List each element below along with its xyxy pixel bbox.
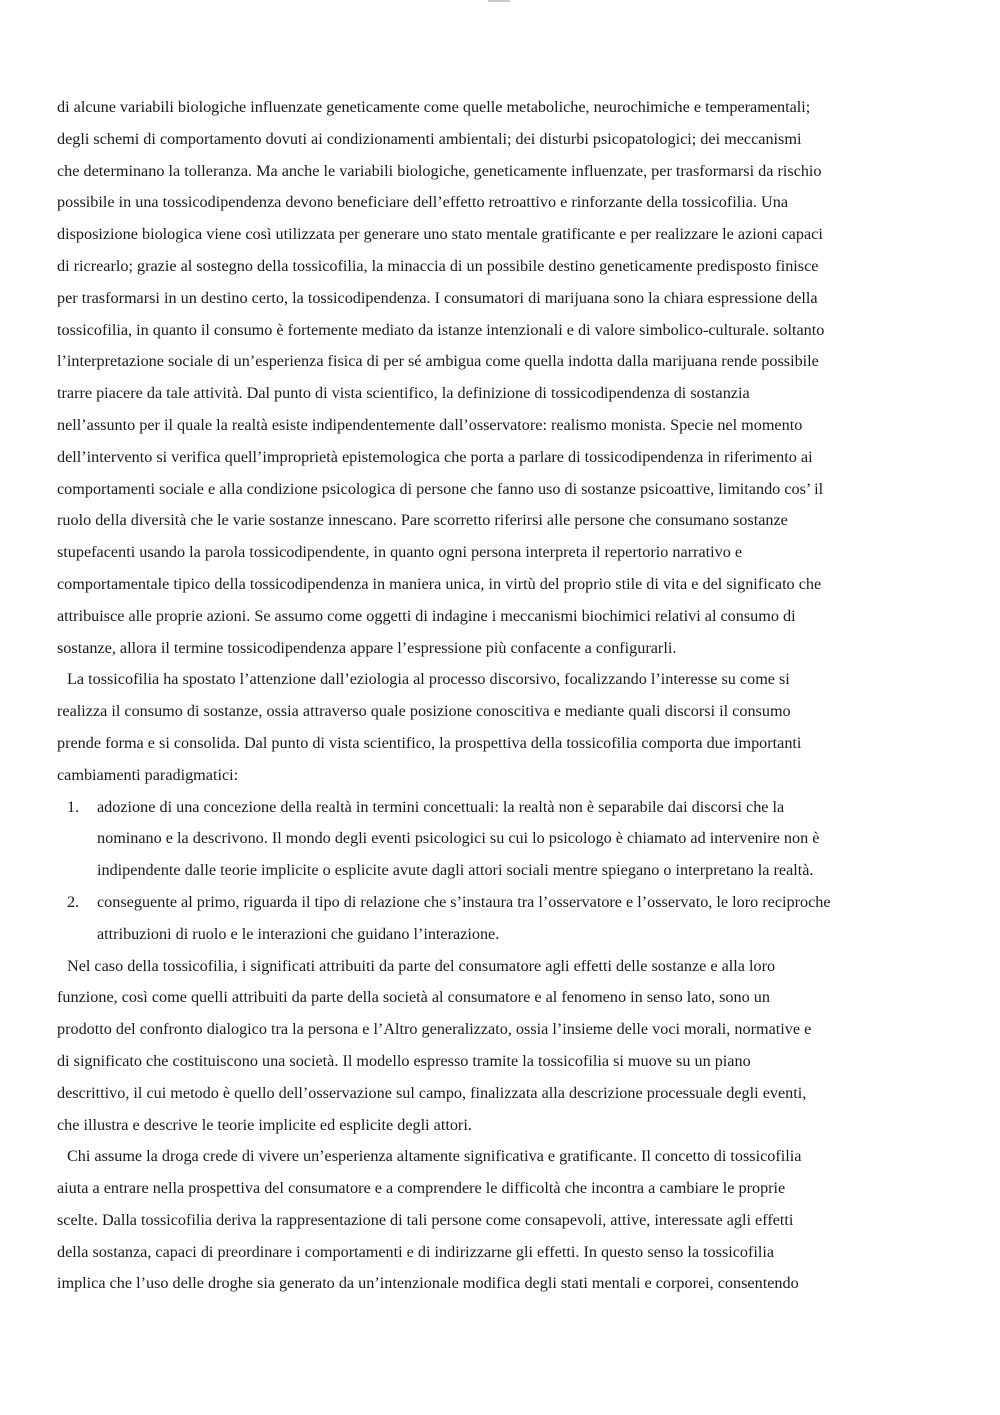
list-item <box>57 887 943 951</box>
text-line: disposizione biologica viene così utilizzata per generare uno stato mentale gratificante e per realizzare le azioni capaci <box>57 225 823 244</box>
text-line: che illustra e descrive le teorie implicite ed esplicite degli attori. <box>57 1115 472 1134</box>
text-line: adozione di una concezione della realtà in termini concettuali: la realtà non è separabile dai discorsi che la <box>97 797 785 816</box>
text-line: di alcune variabili biologiche influenzate geneticamente come quelle metaboliche, neurochimiche e temperamentali; <box>57 98 811 116</box>
paragraph-3 <box>57 951 943 1142</box>
list-number: 1. <box>67 797 80 816</box>
text-line: della sostanza, capaci di preordinare i comportamenti e di indirizzarne gli effetti. In questo senso la tossicofilia <box>57 1242 775 1261</box>
text-line: implica che l’uso delle droghe sia generato da un’intenzionale modifica degli stati mentali e corporei, consentendo <box>57 1274 799 1293</box>
text-line: conseguente al primo, riguarda il tipo di relazione che s’instaura tra l’osservatore e l’osservato, le loro reciproche <box>97 892 831 911</box>
text-line: comportamenti sociale e alla condizione psicologica di persone che fanno uso di sostanze psicoattive, limitando cos’ il <box>57 479 824 498</box>
text-line: nell’assunto per il quale la realtà esiste indipendentemente dall’osservatore: realismo monista. Specie nel momento <box>57 415 803 434</box>
paragraph-1 <box>57 92 943 664</box>
text-line: per trasformarsi in un destino certo, la tossicodipendenza. I consumatori di marijuana sono la chiara espressione della <box>57 288 818 307</box>
text-line: nominano e la descrivono. Il mondo degli eventi psicologici su cui lo psicologo è chiamato ad intervenire non è <box>97 829 820 848</box>
text-line: comportamentale tipico della tossicodipendenza in maniera unica, in virtù del proprio stile di vita e del significato che <box>57 574 822 593</box>
list-number: 2. <box>67 892 80 911</box>
text-line: funzione, così come quelli attribuiti da parte della società al consumatore e al fenomeno in senso lato, sono un <box>57 988 770 1007</box>
text-line: che determinano la tolleranza. Ma anche le variabili biologiche, geneticamente influenzate, per trasformarsi da rischio <box>57 161 822 180</box>
numbered-list <box>57 792 943 951</box>
text-line: descrittivo, il cui metodo è quello dell’osservazione sul campo, finalizzata alla descrizione processuale degli eventi, <box>57 1083 807 1102</box>
text-line: aiuta a entrare nella prospettiva del consumatore e a comprendere le difficoltà che incontra a cambiare le proprie <box>57 1179 786 1198</box>
text-line: tossicofilia, in quanto il consumo è fortemente mediato da istanze intenzionali e di valore simbolico-culturale. soltanto <box>57 320 825 339</box>
text-line: La tossicofilia ha spostato l’attenzione dall’eziologia al processo discorsivo, focalizzando l’interesse su come si <box>67 670 790 689</box>
text-line: attribuzioni di ruolo e le interazioni che guidano l’interazione. <box>97 924 500 943</box>
text-line: trarre piacere da tale attività. Dal punto di vista scientifico, la definizione di tossicodipendenza di sostanzia <box>57 384 750 403</box>
text-line: dell’intervento si verifica quell’improprietà epistemologica che porta a parlare di tossicodipendenza in riferimento ai <box>57 447 813 466</box>
text-line: di significato che costituiscono una società. Il modello espresso tramite la tossicofilia si muove su un piano <box>57 1051 751 1070</box>
text-line: ruolo della diversità che le varie sostanze innescano. Pare scorretto riferirsi alle persone che consumano sostanze <box>57 511 788 530</box>
text-line: realizza il consumo di sostanze, ossia attraverso quale posizione conoscitiva e mediante quali discorsi il consumo <box>57 702 791 721</box>
paragraph-2 <box>57 664 943 791</box>
text-line: indipendente dalle teorie implicite o esplicite avute dagli attori sociali mentre spiegano o interpretano la realtà. <box>97 861 814 880</box>
paragraph-4 <box>57 1141 943 1300</box>
text-line: scelte. Dalla tossicofilia deriva la rappresentazione di tali persone come consapevoli, attive, interessate agli effetti <box>57 1210 794 1229</box>
document-body <box>57 92 943 1300</box>
text-line: stupefacenti usando la parola tossicodipendente, in quanto ogni persona interpreta il repertorio narrativo e <box>57 543 743 562</box>
page-header-mark <box>488 0 510 2</box>
text-line: sostanze, allora il termine tossicodipendenza appare l’espressione più confacente a configurarli. <box>57 638 677 657</box>
text-line: possibile in una tossicodipendenza devono beneficiare dell’effetto retroattivo e rinforzante della tossicofilia. Una <box>57 193 789 212</box>
text-line: l’interpretazione sociale di un’esperienza fisica di per sé ambigua come quella indotta dalla marijuana rende possibile <box>57 352 819 371</box>
text-line: Chi assume la droga crede di vivere un’esperienza altamente significativa e gratificante. Il concetto di tossicofilia <box>67 1147 802 1166</box>
text-line: attribuisce alle proprie azioni. Se assumo come oggetti di indagine i meccanismi biochimici relativi al consumo di <box>57 606 796 625</box>
text-line: Nel caso della tossicofilia, i significati attribuiti da parte del consumatore agli effetti delle sostanze e alla loro <box>67 956 776 975</box>
list-item <box>57 792 943 887</box>
text-line: degli schemi di comportamento dovuti ai condizionamenti ambientali; dei disturbi psicopatologici; dei meccanismi <box>57 129 802 148</box>
text-line: prodotto del confronto dialogico tra la persona e l’Altro generalizzato, ossia l’insieme delle voci morali, normative e <box>57 1020 812 1039</box>
text-line: di ricrearlo; grazie al sostegno della tossicofilia, la minaccia di un possibile destino geneticamente predisposto finisce <box>57 256 819 275</box>
text-line: prende forma e si consolida. Dal punto di vista scientifico, la prospettiva della tossicofilia comporta due importanti <box>57 733 802 752</box>
text-line: cambiamenti paradigmatici: <box>57 765 239 784</box>
